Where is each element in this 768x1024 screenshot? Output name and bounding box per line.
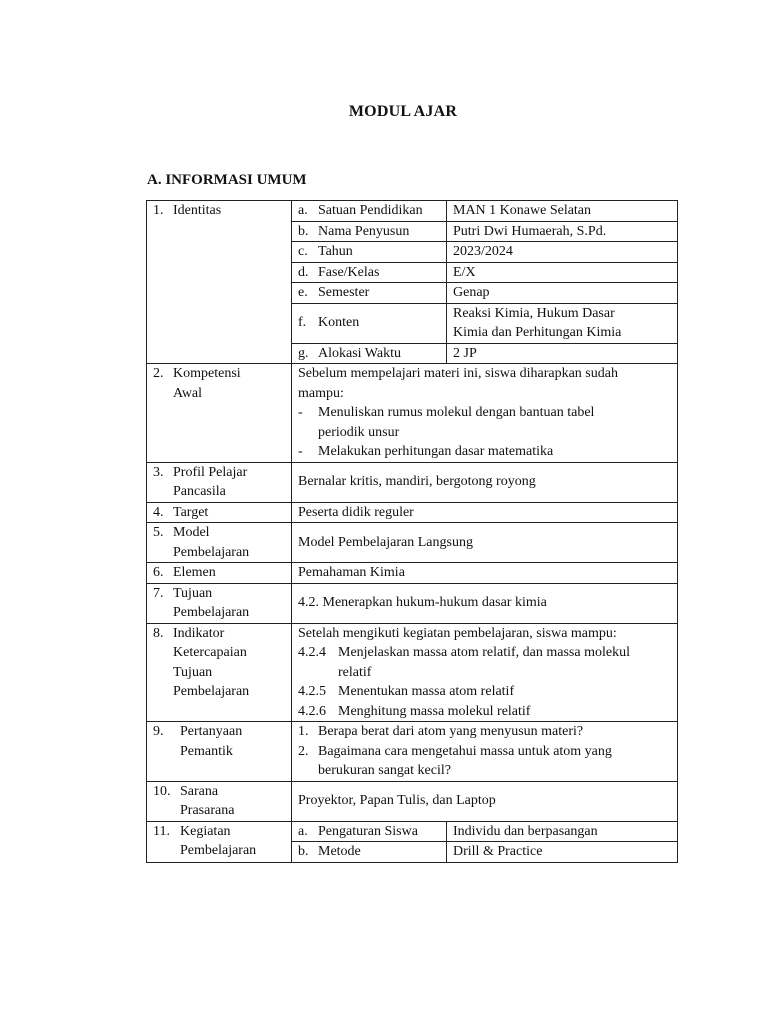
- field-value: 2023/2024: [447, 242, 678, 263]
- list-item: 1. Berapa berat dari atom yang menyusun materi?: [298, 724, 584, 739]
- row-label-identitas: 1. Identitas: [147, 201, 292, 364]
- field-value: 2 JP: [447, 343, 678, 364]
- list-item: - Menuliskan rumus molekul dengan bantuan tabel periodik unsur: [298, 405, 595, 440]
- row-label-model: 5. Model Pembelajaran: [147, 523, 292, 563]
- document-title: MODUL AJAR: [348, 103, 458, 120]
- field-label: e. Semester: [292, 283, 447, 304]
- list-item: - Melakukan perhitungan dasar matematika: [298, 444, 554, 459]
- row-label-tujuan: 7. Tujuan Pembelajaran: [147, 583, 292, 623]
- row-label-kegiatan: 11. Kegiatan Pembelajaran: [147, 821, 292, 862]
- table-row: [147, 722, 678, 782]
- list-item: 4.2.4 Menjelaskan massa atom relatif, dan massa molekul relatif: [298, 645, 630, 680]
- row-label-pertanyaan: 9. Pertanyaan Pemantik: [147, 722, 292, 782]
- table-row: [147, 523, 678, 563]
- table-row: [147, 821, 678, 842]
- field-value: Drill & Practice: [447, 842, 678, 863]
- row-value-pertanyaan: [292, 722, 678, 782]
- field-label: a. Satuan Pendidikan: [292, 201, 447, 222]
- field-value: Genap: [447, 283, 678, 304]
- field-label: g. Alokasi Waktu: [292, 343, 447, 364]
- list-item: 4.2.5 Menentukan massa atom relatif: [298, 684, 515, 699]
- field-value: Reaksi Kimia, Hukum Dasar Kimia dan Perhitungan Kimia: [447, 303, 678, 343]
- field-label: d. Fase/Kelas: [292, 262, 447, 283]
- row-value-sarana: Proyektor, Papan Tulis, dan Laptop: [292, 781, 678, 821]
- table-row: [147, 781, 678, 821]
- row-label-elemen: 6. Elemen: [147, 563, 292, 584]
- list-item: 2. Bagaimana cara mengetahui massa untuk atom yang berukuran sangat kecil?: [298, 743, 612, 778]
- row-label-target: 4. Target: [147, 502, 292, 523]
- row-label-kompetensi: 2. Kompetensi Awal: [147, 364, 292, 463]
- table-row: [147, 364, 678, 463]
- field-value: Putri Dwi Humaerah, S.Pd.: [447, 221, 678, 242]
- table-row: [147, 201, 678, 222]
- table-row: [147, 462, 678, 502]
- row-value-indikator: Setelah mengikuti kegiatan pembelajaran, siswa mampu: 4.2.4 Menjelaskan massa atom relatif, dan massa molekul relatif 4.2.5 Menentukan massa atom relatif 4.2.6 Menghitung massa molekul relatif: [292, 623, 678, 722]
- table-row: [147, 623, 678, 722]
- table-row: [147, 563, 678, 584]
- field-value: E/X: [447, 262, 678, 283]
- field-value: Individu dan berpasangan: [447, 821, 678, 842]
- section-heading: A. INFORMASI UMUM: [147, 172, 307, 188]
- row-value-tujuan: 4.2. Menerapkan hukum-hukum dasar kimia: [292, 583, 678, 623]
- field-label: c. Tahun: [292, 242, 447, 263]
- field-label: b. Metode: [292, 842, 447, 863]
- row-value-elemen: Pemahaman Kimia: [292, 563, 678, 584]
- field-value: MAN 1 Konawe Selatan: [447, 201, 678, 222]
- row-value-model: Model Pembelajaran Langsung: [292, 523, 678, 563]
- table-row: [147, 502, 678, 523]
- row-value-kompetensi: Sebelum mempelajari materi ini, siswa diharapkan sudah mampu: - Menuliskan rumus molekul dengan bantuan tabel periodik unsur - Melakukan perhitungan dasar matematika: [292, 364, 678, 463]
- row-value-profil: Bernalar kritis, mandiri, bergotong royong: [292, 462, 678, 502]
- row-label-indikator: 8. Indikator Ketercapaian Tujuan Pembelajaran: [147, 623, 292, 722]
- field-label: f. Konten: [292, 303, 447, 343]
- row-label-sarana: 10. Sarana Prasarana: [147, 781, 292, 821]
- info-table: [146, 200, 678, 863]
- table-row: [147, 583, 678, 623]
- row-value-target: Peserta didik reguler: [292, 502, 678, 523]
- row-label-profil: 3. Profil Pelajar Pancasila: [147, 462, 292, 502]
- list-item: 4.2.6 Menghitung massa molekul relatif: [298, 703, 531, 719]
- field-label: a. Pengaturan Siswa: [292, 821, 447, 842]
- field-label: b. Nama Penyusun: [292, 221, 447, 242]
